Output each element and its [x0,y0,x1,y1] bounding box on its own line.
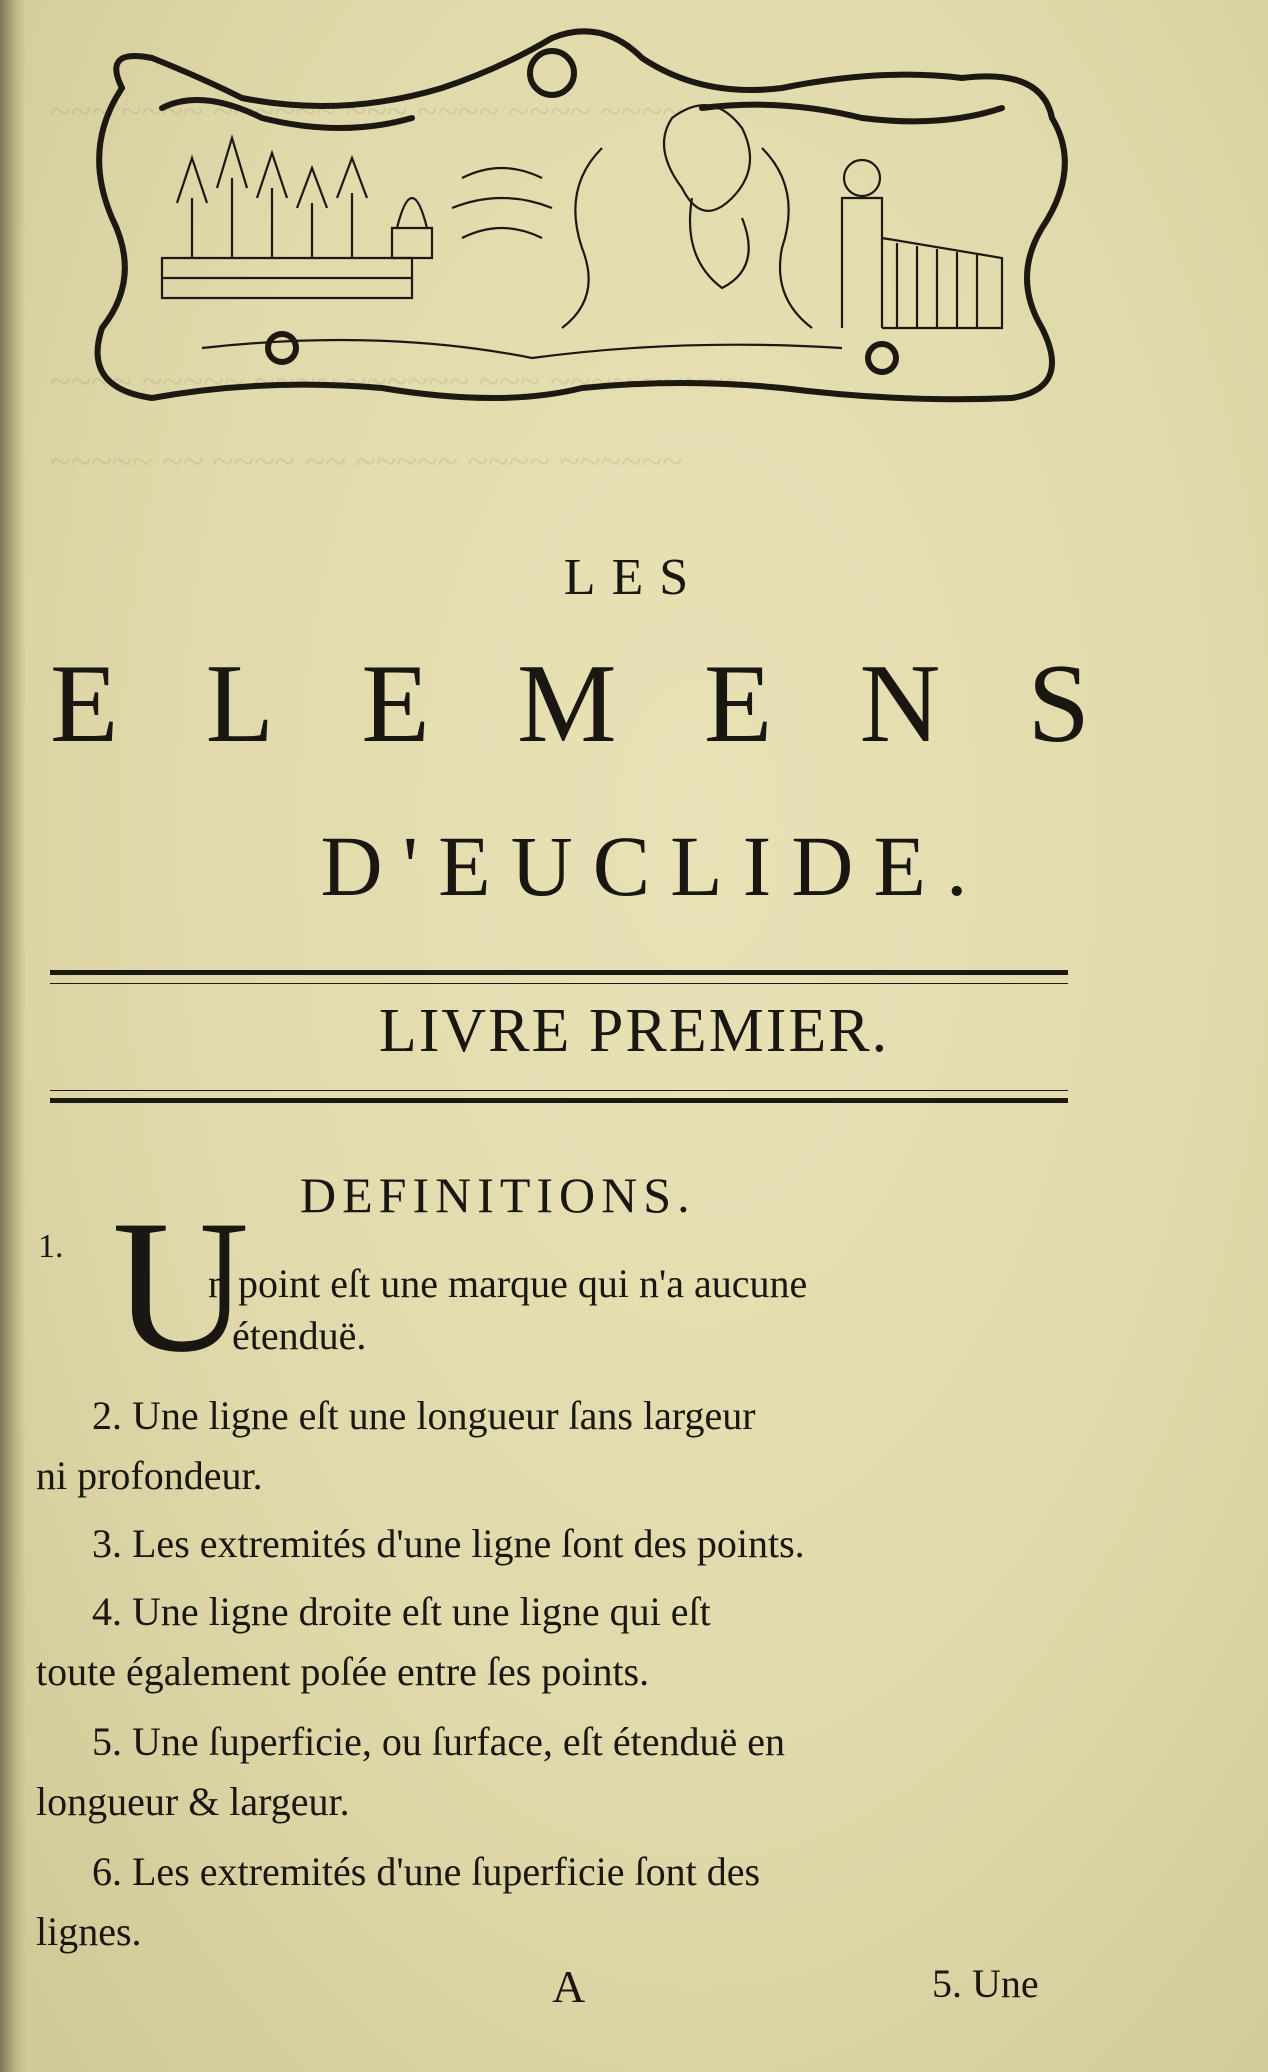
title-elemens [50,640,1090,769]
catchword: 5. Une [932,1961,1039,2006]
show-through-text: ~~~ ~~~~ ~~~~~~ ~~~ ~~~~ ~~~~ ~~~~ [50,91,683,133]
definition-1-line-2: étenduë. [232,1313,367,1358]
definition-5-line-1: 5. Une ſuperficie, ou ſurface, eſt étenduë en [92,1719,786,1764]
cherub-garden-headpiece-icon [82,28,1082,428]
definition-6-line-2: lignes. [36,1909,142,1954]
double-rule-bottom [50,1098,1068,1103]
title-elemens-letter: E [50,642,119,766]
title-elemens-letter: E [703,642,773,766]
definition-2-line-1: 2. Une ligne eſt une longueur ſans largeur [92,1393,756,1438]
show-through-text: ~~~~~ ~~ ~~~~ ~~ ~~~~~ ~~~~ ~~~~~~ [50,441,683,483]
book-heading: LIVRE PREMIER. [378,997,890,1065]
title-euclide: D'EUCLIDE. [320,818,988,914]
title-elemens-letter: N [859,642,941,766]
double-rule-top [50,970,1068,975]
double-rule-top-thin [50,983,1068,984]
double-rule-bottom-thin [50,1090,1068,1091]
definition-5-line-2: longueur & largeur. [36,1779,350,1824]
signature-mark: A [552,1961,586,2012]
title-elemens-letter: E [361,642,430,766]
definition-4-line-2: toute également poſée entre ſes points. [36,1649,650,1694]
title-elemens-letter: M [517,642,617,766]
definition-1-line-1: n point eſt une marque qui n'a aucune [208,1261,808,1306]
title-elemens-letter: S [1027,642,1090,766]
definition-3-line-1: 3. Les extremités d'une ligne ſont des points. [92,1521,805,1566]
definition-number: 1. [38,1228,64,1265]
definition-6-line-1: 6. Les extremités d'une ſuperficie ſont des [92,1849,761,1894]
definition-2-line-2: ni profondeur. [36,1453,263,1498]
definition-4-line-1: 4. Une ligne droite eſt une ligne qui eſt [92,1589,711,1634]
title-elemens-letter: L [205,642,275,766]
drop-cap: U [112,1182,250,1392]
show-through-text: ~~~~ ~~~~~ ~~~~ ~~~~~~ ~~~ ~~~~ ~~~~~ [50,361,745,403]
title-les: LES [563,549,705,606]
definitions-heading: DEFINITIONS. [300,1167,696,1223]
